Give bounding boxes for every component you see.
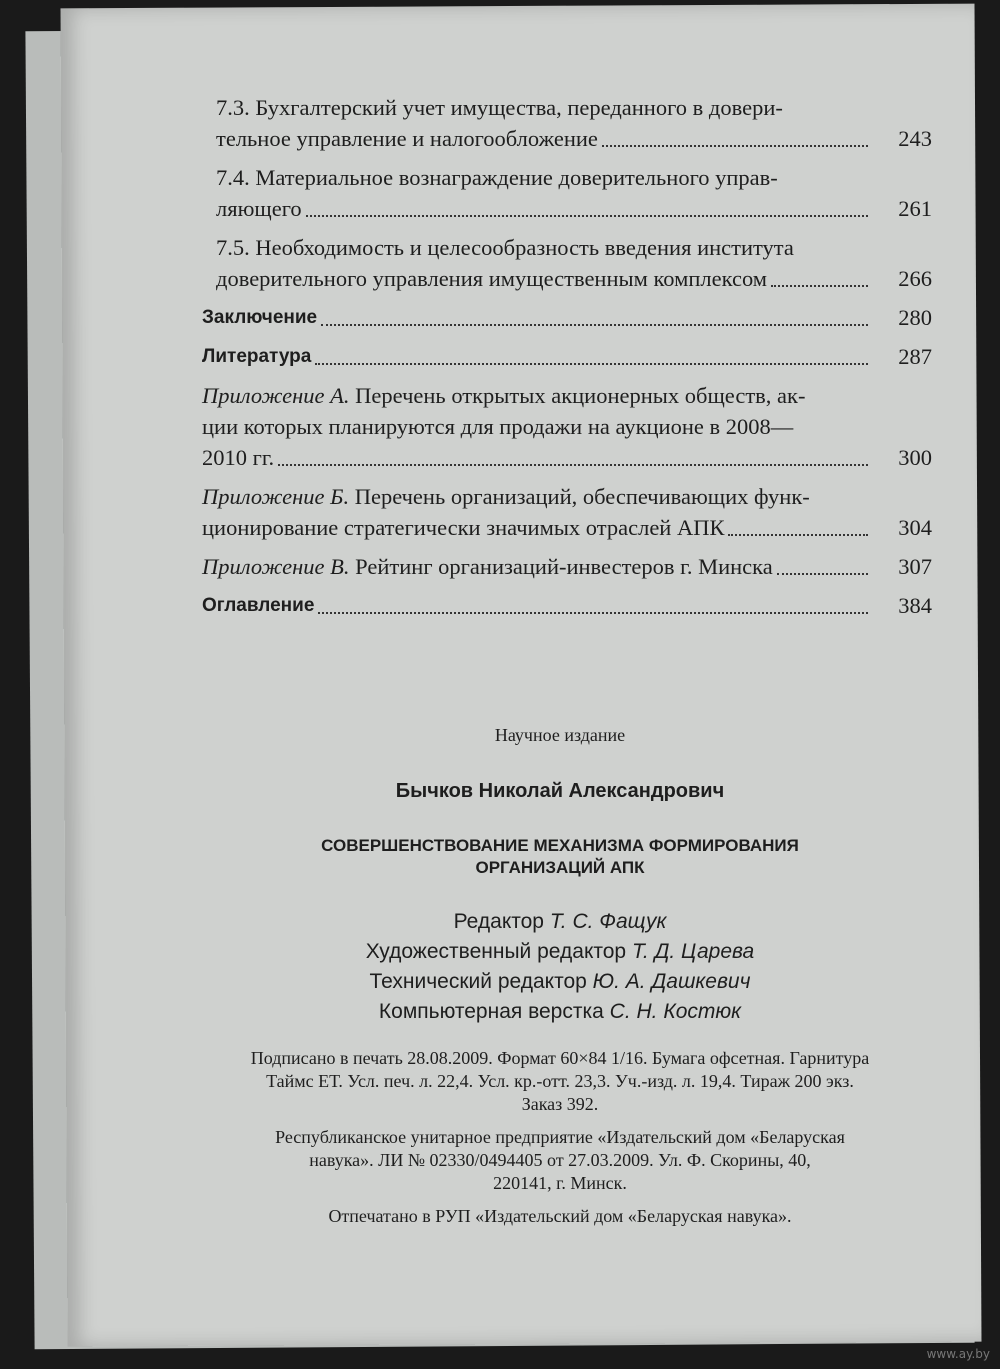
person-name: Т. С. Фащук [549, 910, 667, 933]
editor-credit [190, 907, 930, 937]
leader-dots [777, 572, 868, 575]
toc-entry [132, 232, 932, 294]
toc-page-number: 300 [898, 445, 932, 470]
tech-editor-credit [190, 967, 930, 997]
toc-entry-line: ляющего [216, 196, 302, 221]
editorial-staff [190, 907, 930, 1027]
toc-page-number: 384 [898, 593, 932, 618]
leader-dots [321, 323, 868, 326]
leader-dots [771, 284, 868, 287]
appendix-prefix: Приложение В. [202, 554, 350, 579]
toc-entry-literature [132, 341, 932, 372]
toc-entry-line: ции которых планируются для продажи на аукционе в 2008— [202, 414, 794, 439]
leader-dots [315, 362, 868, 365]
toc-page-number: 261 [898, 196, 932, 221]
specs-line: Подписано в печать 28.08.2009. Формат 60×84 1/16. Бумага офсетная. Гарнитура [250, 1048, 870, 1068]
art-editor-credit [190, 937, 930, 967]
person-name: Т. Д. Царева [631, 940, 755, 963]
print-specs [190, 1047, 930, 1116]
toc-entry-conclusion [132, 302, 932, 333]
imprint-block [190, 725, 930, 1238]
toc-entry [132, 162, 932, 224]
book-title-line: СОВЕРШЕНСТВОВАНИЕ МЕХАНИЗМА ФОРМИРОВАНИЯ [321, 836, 799, 855]
toc-page-number: 266 [898, 266, 932, 291]
toc-entry-line: 7.5. Необходимость и целесообразность введения института [216, 235, 794, 260]
printed-by: Отпечатано в РУП «Издательский дом «Беларуская навука». [328, 1206, 792, 1226]
toc-entry-line: Перечень организаций, обеспечивающих функ- [354, 484, 810, 509]
toc-entry-line: Перечень открытых акционерных обществ, ак- [355, 383, 806, 408]
toc-entry-contents [132, 590, 932, 621]
specs-line: Заказ 392. [521, 1094, 599, 1114]
appendix-prefix: Приложение Б. [202, 484, 350, 509]
role-label: Редактор [453, 910, 544, 933]
toc-entry-line: 7.4. Материальное вознаграждение доверительного управ- [216, 165, 778, 190]
toc-page-number: 304 [898, 515, 932, 540]
appendix-prefix: Приложение А. [202, 383, 350, 408]
toc-page-number: 307 [898, 554, 932, 579]
toc-entry-line: ционирование стратегически значимых отраслей АПК [202, 515, 725, 540]
toc-entry-appendix-c [132, 551, 932, 582]
toc-page-number: 287 [898, 344, 932, 369]
book-title [190, 835, 930, 879]
leader-dots [318, 611, 868, 614]
site-watermark: www.ay.by [926, 1347, 990, 1361]
layout-credit [190, 997, 930, 1027]
specs-line: Таймс ЕТ. Усл. печ. л. 22,4. Усл. кр.-отт. 23,3. Уч.-изд. л. 19,4. Тираж 200 экз. [266, 1071, 854, 1091]
role-label: Технический редактор [369, 970, 587, 993]
leader-dots [306, 214, 868, 217]
toc-entry-line: тельное управление и налогообложение [216, 126, 598, 151]
toc-entry-line: Рейтинг организаций-инвестеров г. Минска [355, 554, 773, 579]
leader-dots [728, 533, 868, 536]
toc-entry-appendix-a [132, 380, 932, 473]
leader-dots [278, 463, 868, 466]
publisher-line: навука». ЛИ № 02330/0494405 от 27.03.2009. Ул. Ф. Скорины, 40, [309, 1150, 811, 1170]
publisher-info [190, 1126, 930, 1195]
toc-page-number: 243 [898, 126, 932, 151]
person-name: Ю. А. Дашкевич [592, 970, 751, 993]
toc-entry-label: Оглавление [202, 595, 315, 616]
person-name: С. Н. Костюк [609, 1000, 742, 1023]
publication-type: Научное издание [494, 725, 626, 745]
toc-entry-label: Литература [202, 346, 312, 367]
toc-entry-appendix-b [132, 481, 932, 543]
publisher-line: 220141, г. Минск. [493, 1173, 627, 1193]
toc-entry-label: Заключение [202, 307, 318, 328]
toc-entry-line: доверительного управления имущественным комплексом [216, 266, 768, 291]
toc-page-number: 280 [898, 305, 932, 330]
author-name: Бычков Николай Александрович [395, 780, 725, 802]
role-label: Компьютерная верстка [378, 1000, 604, 1023]
book-title-line: ОРГАНИЗАЦИЙ АПК [475, 858, 645, 877]
table-of-contents [132, 92, 932, 629]
leader-dots [602, 144, 868, 147]
publisher-line: Республиканское унитарное предприятие «Издательский дом «Беларуская [275, 1127, 845, 1147]
toc-entry-line: 2010 гг. [202, 445, 275, 470]
toc-entry-line: 7.3. Бухгалтерский учет имущества, переданного в довери- [216, 95, 783, 120]
toc-entry [132, 92, 932, 154]
role-label: Художественный редактор [365, 940, 627, 963]
